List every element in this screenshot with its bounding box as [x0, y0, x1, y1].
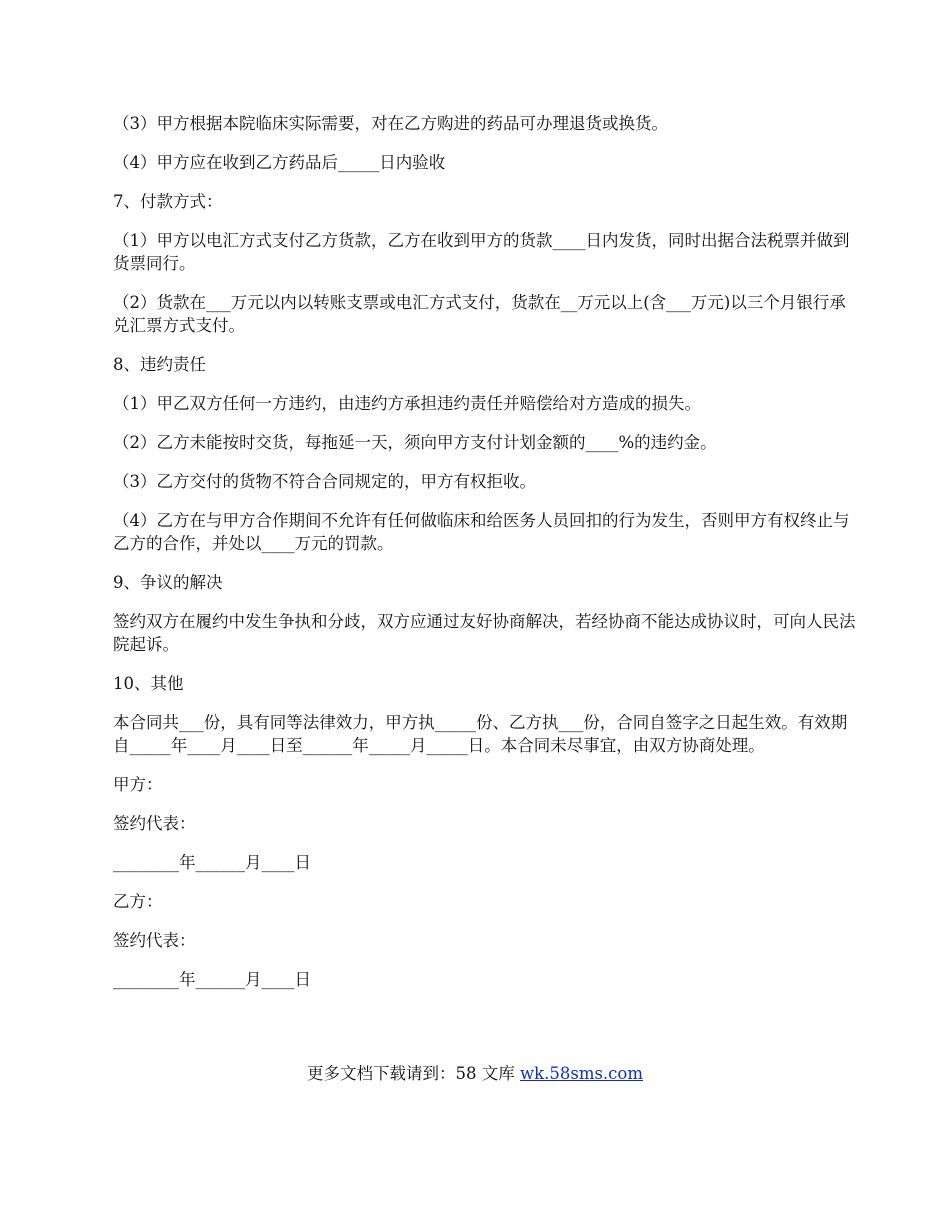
- section-heading-dispute: 9、争议的解决: [113, 573, 223, 592]
- section-heading-liability: 8、违约责任: [113, 355, 206, 374]
- party-b-date: ________年______月____日: [113, 970, 311, 989]
- document-body: [113, 112, 858, 1007]
- clause-kickback-penalty: （4）乙方在与甲方合作期间不允许有任何做临床和给医务人员回扣的行为发生，否则甲方有权终止与乙方的合作，并处以____万元的罚款。: [113, 511, 850, 553]
- section-heading-other: 10、其他: [113, 674, 184, 693]
- clause-dispute-resolution: 签约双方在履约中发生争执和分歧，双方应通过友好协商解决，若经协商不能达成协议时，可向人民法院起诉。: [113, 612, 856, 654]
- party-b-label: 乙方：: [113, 892, 163, 911]
- footer-text: 更多文档下载请到：58 文库: [306, 1064, 520, 1083]
- clause-payment-terms: （2）货款在___万元以内以转账支票或电汇方式支付，货款在__万元以上(含___万元)以三个月银行承兑汇票方式支付。: [113, 293, 846, 335]
- party-a-date: ________年______月____日: [113, 853, 311, 872]
- clause-nonconforming-goods: （3）乙方交付的货物不符合合同规定的，甲方有权拒收。: [113, 472, 536, 491]
- clause-contract-copies: 本合同共___份，具有同等法律效力，甲方执_____份、乙方执___份，合同自签字之日起生效。有效期自_____年____月____日至______年_____月_____日。本合同未尽事宜，由双方协商处理。: [113, 713, 848, 755]
- clause-payment-wire: （1）甲方以电汇方式支付乙方货款，乙方在收到甲方的货款____日内发货，同时出据合法税票并做到货票同行。: [113, 231, 850, 273]
- party-a-label: 甲方：: [113, 775, 163, 794]
- footer: [0, 1062, 950, 1085]
- section-heading-payment: 7、付款方式：: [113, 192, 223, 211]
- party-a-representative: 签约代表：: [113, 814, 196, 833]
- footer-link[interactable]: wk.58sms.com: [519, 1064, 643, 1083]
- clause-breach: （1）甲乙双方任何一方违约，由违约方承担违约责任并赔偿给对方造成的损失。: [113, 394, 701, 413]
- clause-inspection-days: （4）甲方应在收到乙方药品后_____日内验收: [113, 153, 446, 172]
- party-b-representative: 签约代表：: [113, 931, 196, 950]
- clause-return-exchange: （3）甲方根据本院临床实际需要，对在乙方购进的药品可办理退货或换货。: [113, 114, 668, 133]
- clause-late-delivery: （2）乙方未能按时交货，每拖延一天，须向甲方支付计划金额的____%的违约金。: [113, 433, 717, 452]
